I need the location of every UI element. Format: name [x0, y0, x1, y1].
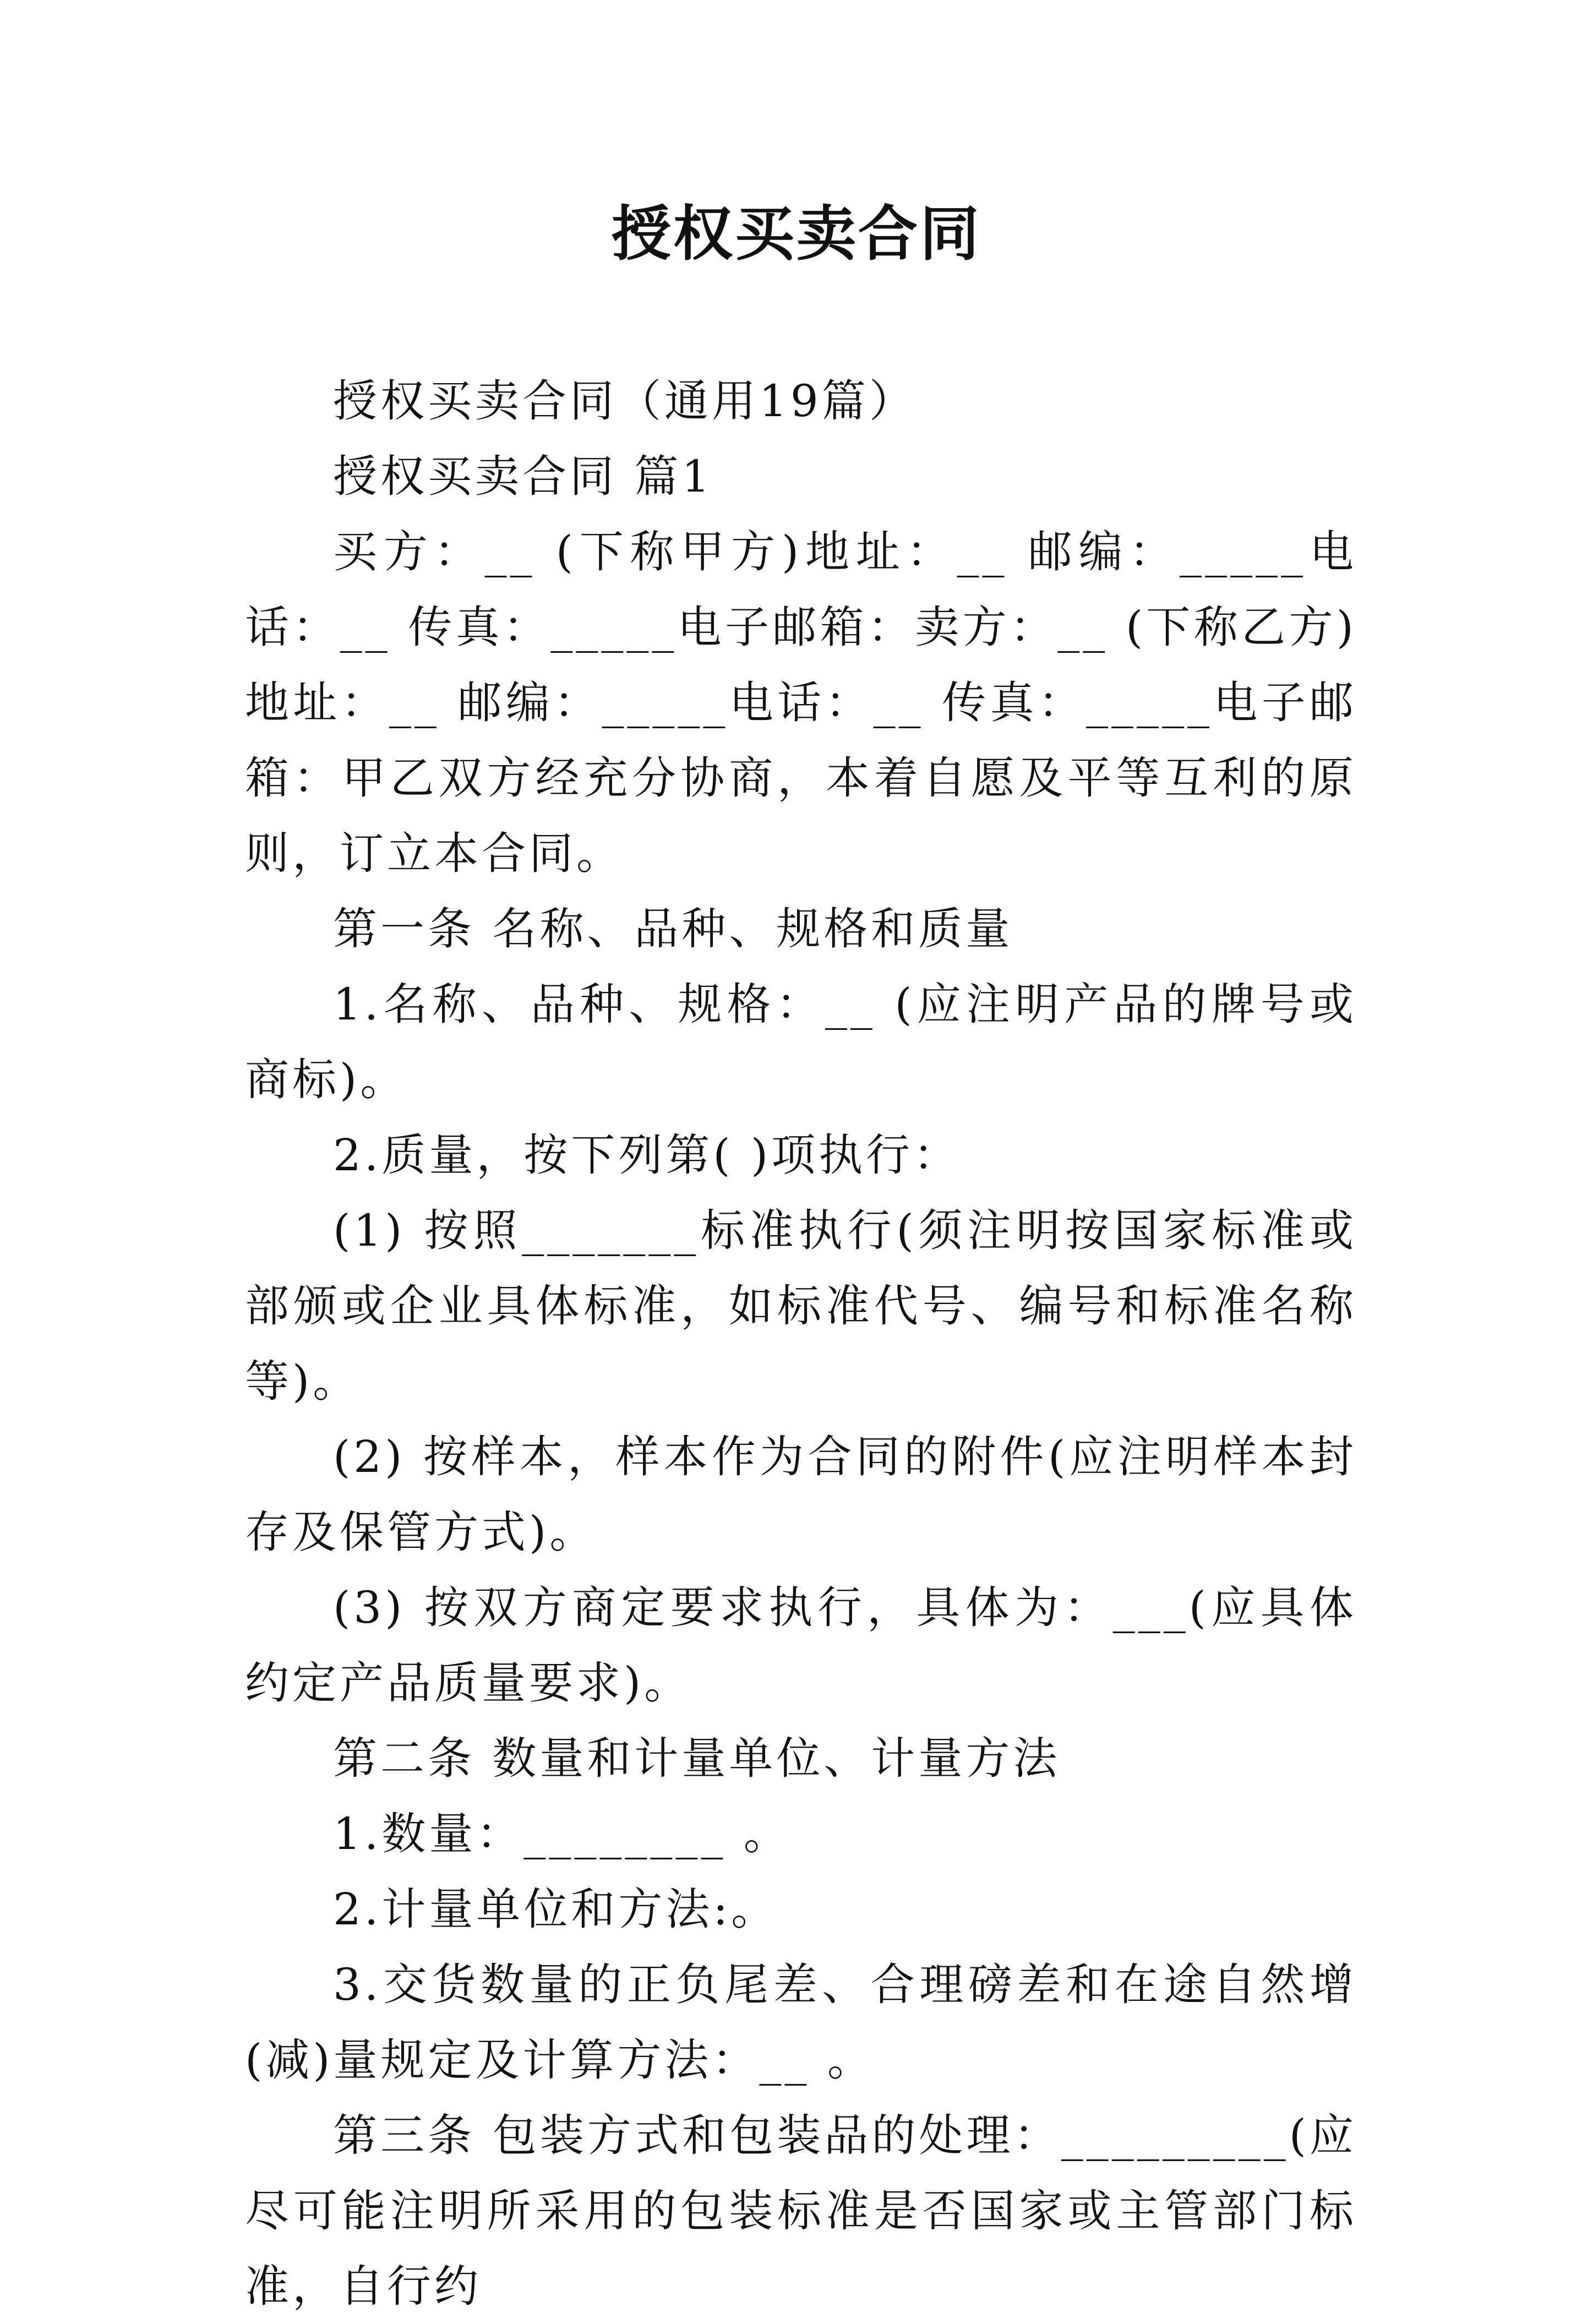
article-heading-2: 第二条 数量和计量单位、计量方法 — [333, 1733, 1061, 1784]
paragraph-quality-option-1: (1) 按照_______标准执行(须注明按国家标准或部颁或企业具体标准，如标准代号、编号和标准名称等)。 — [245, 1205, 1357, 1407]
paragraph-quality-option-3: (3) 按双方商定要求执行，具体为：___(应具体约定产品质量要求)。 — [245, 1582, 1357, 1709]
document-body — [245, 363, 1357, 2324]
paragraph-unit-method: 2.计量单位和方法:。 — [333, 1884, 779, 1935]
paragraph-tolerance: 3.交货数量的正负尾差、合理磅差和在途自然增(减)量规定及计算方法：__ 。 — [245, 1959, 1357, 2086]
document-title: 授权买卖合同 — [611, 199, 981, 269]
section-heading: 授权买卖合同 篇1 — [333, 451, 713, 502]
paragraph-quality: 2.质量，按下列第( )项执行： — [333, 1130, 961, 1181]
paragraph-quality-option-2: (2) 按样本，样本作为合同的附件(应注明样本封存及保管方式)。 — [245, 1431, 1357, 1558]
document-subtitle: 授权买卖合同（通用19篇） — [333, 375, 916, 427]
parties-paragraph: 买方：__ (下称甲方)地址：__ 邮编：_____电话：__ 传真：_____电子邮箱：卖方：__ (下称乙方)地址：__ 邮编：_____电话：__ 传真：_____电子邮箱：甲乙双方经充分协商，本着自愿及平等互利的原则，订立本合同。 — [245, 526, 1357, 879]
paragraph-quantity: 1.数量：________ 。 — [333, 1808, 791, 1859]
article-heading-3: 第三条 包装方式和包装品的处理：_________(应尽可能注明所采用的包装标准是否国家或主管部门标准，自行约 — [245, 2110, 1357, 2312]
paragraph-name-spec: 1.名称、品种、规格：__ (应注明产品的牌号或商标)。 — [245, 979, 1357, 1105]
article-heading-1: 第一条 名称、品种、规格和质量 — [333, 903, 1013, 954]
